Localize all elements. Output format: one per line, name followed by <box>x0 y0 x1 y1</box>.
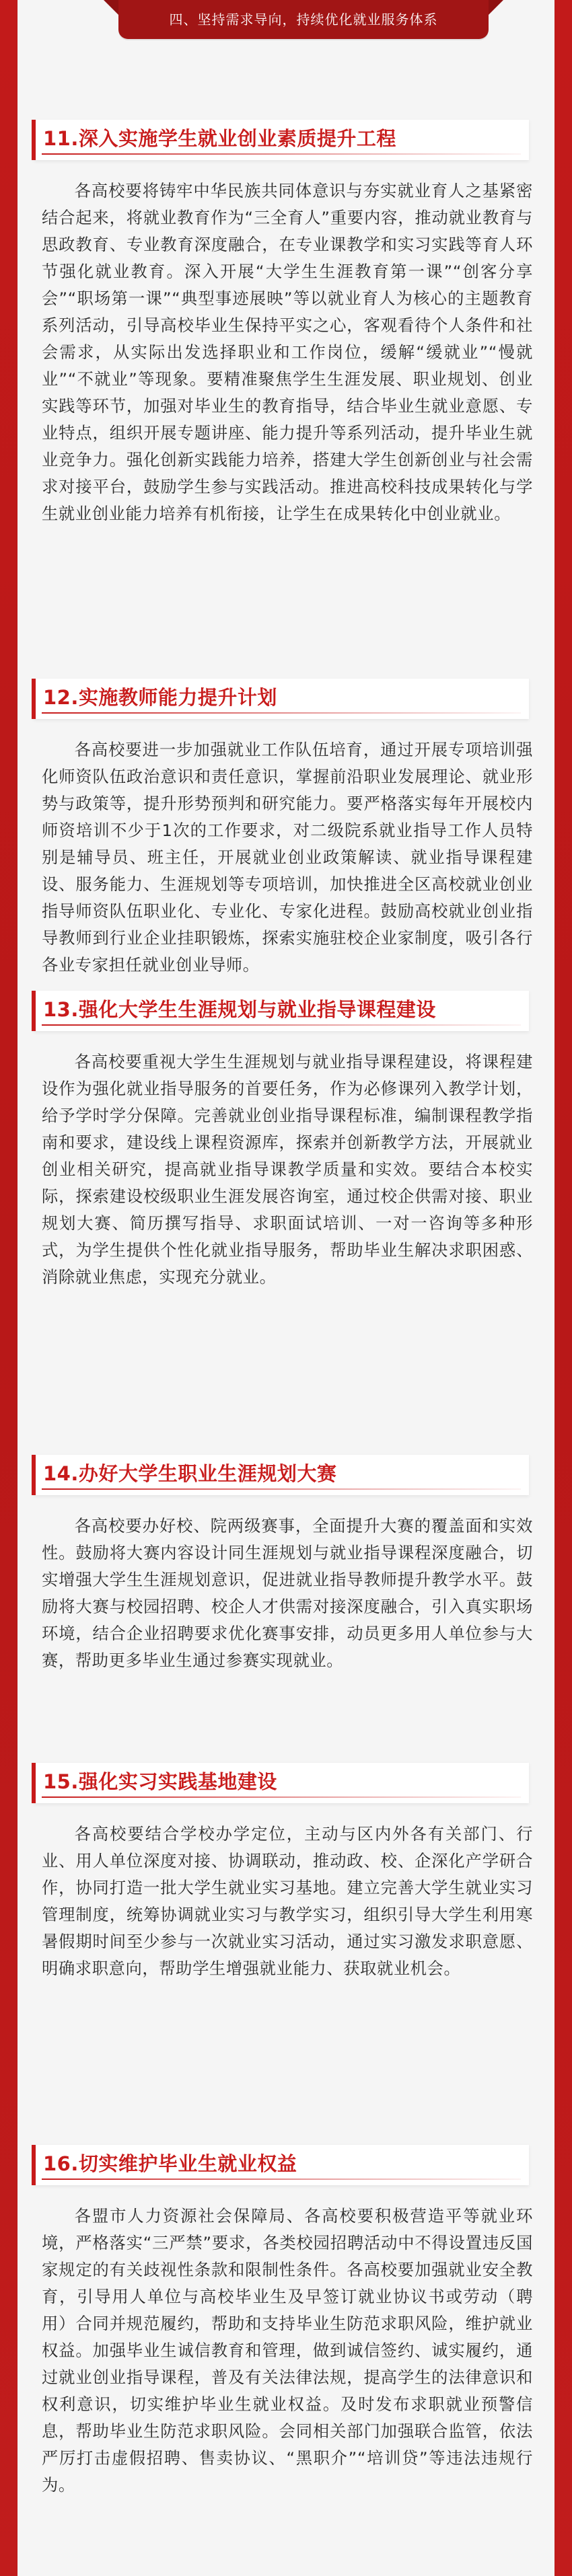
section-paragraph: 各高校要结合学校办学定位，主动与区内外各有关部门、行业、用人单位深度对接、协调联动，推动政、校、企深化产学研合作，协同打造一批大学生就业实习基地。建立完善大学生就业实习管理制度，统筹协调就业实习与教学实习，组织引导大学生利用寒暑假期时间至少参与一次就业实习活动，通过实习激发求职意愿、明确求职意向，帮助学生增强就业能力、获取就业机会。 <box>42 1824 533 1978</box>
section-body <box>34 2203 540 2499</box>
section-title: 16.切实维护毕业生就业权益 <box>43 2152 297 2175</box>
section-title: 12.实施教师能力提升计划 <box>43 686 277 709</box>
section-paragraph: 各高校要将铸牢中华民族共同体意识与夯实就业育人之基紧密结合起来，将就业教育作为“三全育人”重要内容，推动就业教育与思政教育、专业教育深度融合，在专业课教学和实习实践等育人环节强化就业教育。深入开展“大学生生涯教育第一课”“创客分享会”“职场第一课”“典型事迹展映”等以就业育人为核心的主题教育系列活动，引导高校毕业生保持平实之心，客观看待个人条件和社会需求，从实际出发选择职业和工作岗位，缓解“缓就业”“慢就业”“不就业”等现象。要精准聚焦学生生涯发展、职业规划、创业实践等环节，加强对毕业生的教育指导，结合毕业生就业意愿、专业特点，组织开展专题讲座、能力提升等系列活动，提升毕业生就业竞争力。强化创新实践能力培养，搭建大学生创新创业与社会需求对接平台，鼓励学生参与实践活动。推进高校科技成果转化与学生就业创业能力培养有机衔接，让学生在成果转化中创业就业。 <box>42 181 533 523</box>
section-title: 15.强化实习实践基地建设 <box>43 1770 277 1793</box>
section-paragraph: 各盟市人力资源社会保障局、各高校要积极营造平等就业环境，严格落实“三严禁”要求，各类校园招聘活动中不得设置违反国家规定的有关歧视性条款和限制性条件。各高校要加强就业安全教育，引导用人单位与高校毕业生及早签订就业协议书或劳动（聘用）合同并规范履约，帮助和支持毕业生防范求职风险，维护就业权益。加强毕业生诚信教育和管理，做到诚信签约、诚实履约，通过就业创业指导课程，普及有关法律法规，提高学生的法律意识和权利意识，切实维护毕业生就业权益。及时发布求职就业预警信息，帮助毕业生防范求职风险。会同相关部门加强联合监管，依法严厉打击虚假招聘、售卖协议、“黑职介”“培训贷”等违法违规行为。 <box>42 2206 533 2495</box>
chapter-header <box>118 0 489 39</box>
section-title: 14.办好大学生职业生涯规划大赛 <box>43 1462 337 1485</box>
section-body <box>34 1049 540 1291</box>
section-title-bar <box>34 120 529 160</box>
section-title-bar <box>34 2145 529 2185</box>
section-body <box>34 1821 540 1982</box>
chapter-title: 四、坚持需求导向，持续优化就业服务体系 <box>169 11 438 28</box>
section-13 <box>34 991 540 1291</box>
section-paragraph: 各高校要进一步加强就业工作队伍培育，通过开展专项培训强化师资队伍政治意识和责任意识，掌握前沿职业发展理论、就业形势与政策等，提升形势预判和研究能力。要严格落实每年开展校内师资培训不少于1次的工作要求，对二级院系就业指导工作人员特别是辅导员、班主任，开展就业创业政策解读、就业指导课程建设、服务能力、生涯规划等专项培训，加快推进全区高校就业创业指导师资队伍职业化、专业化、专家化进程。鼓励高校就业创业指导教师到行业企业挂职锻炼，探索实施驻校企业家制度，吸引各行各业专家担任就业创业导师。 <box>42 740 533 975</box>
section-14 <box>34 1455 540 1674</box>
section-title-bar <box>34 991 529 1031</box>
section-title-bar <box>34 679 529 719</box>
section-paragraph: 各高校要办好校、院两级赛事，全面提升大赛的覆盖面和实效性。鼓励将大赛内容设计同生涯规划与就业指导课程深度融合，切实增强大学生生涯规划意识，促进就业指导教师提升教学水平。鼓励将大赛与校园招聘、校企人才供需对接深度融合，引入真实职场环境，结合企业招聘要求优化赛事安排，动员更多用人单位参与大赛，帮助更多毕业生通过参赛实现就业。 <box>42 1516 533 1670</box>
section-title-bar <box>34 1763 529 1803</box>
section-11 <box>34 120 540 527</box>
section-15 <box>34 1763 540 1982</box>
section-paragraph: 各高校要重视大学生生涯规划与就业指导课程建设，将课程建设作为强化就业指导服务的首要任务，作为必修课列入教学计划，给予学时学分保障。完善就业创业指导课程标准，编制课程教学指南和要求，建设线上课程资源库，探索并创新教学方法，开展就业创业相关研究，提高就业指导课教学质量和实效。要结合本校实际，探索建设校级职业生涯发展咨询室，通过校企供需对接、职业规划大赛、简历撰写指导、求职面试培训、一对一咨询等多种形式，为学生提供个性化就业指导服务，帮助毕业生解决求职困惑、消除就业焦虑，实现充分就业。 <box>42 1052 533 1287</box>
section-title: 11.深入实施学生就业创业素质提升工程 <box>43 127 396 150</box>
section-title-bar <box>34 1455 529 1495</box>
section-body <box>34 1513 540 1674</box>
section-title: 13.强化大学生生涯规划与就业指导课程建设 <box>43 998 436 1021</box>
section-12 <box>34 679 540 979</box>
section-body <box>34 736 540 979</box>
section-16 <box>34 2145 540 2499</box>
section-body <box>34 178 540 527</box>
